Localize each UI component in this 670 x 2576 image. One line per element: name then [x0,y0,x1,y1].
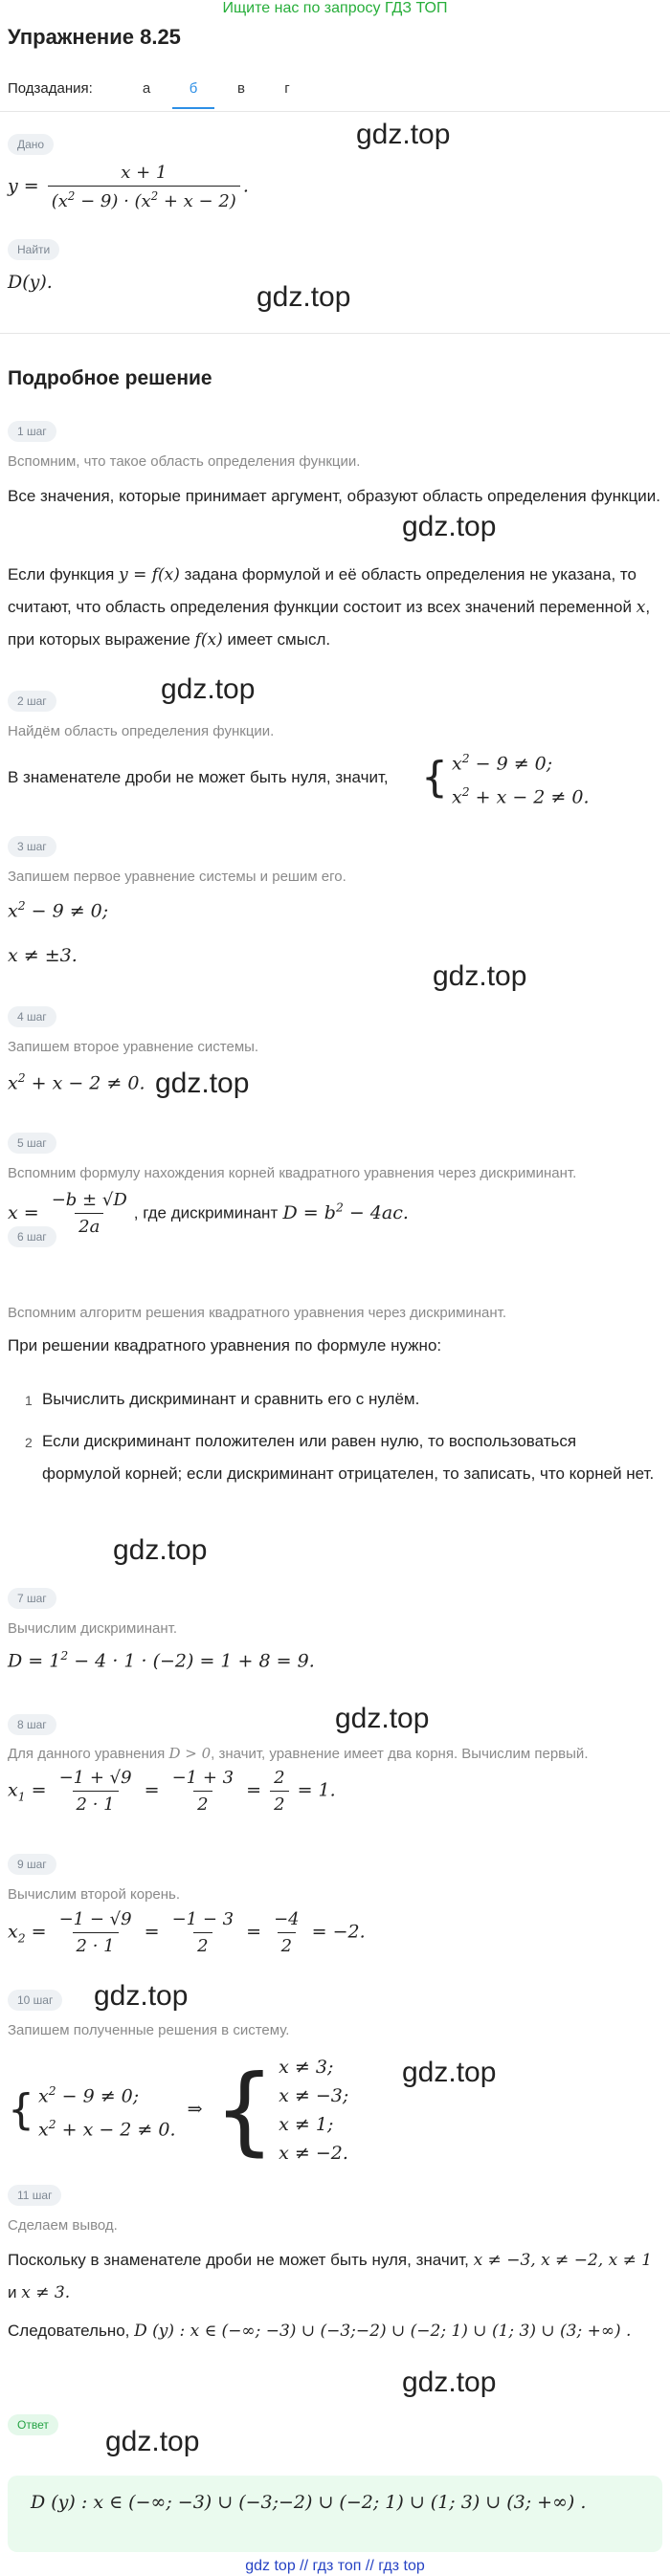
step-badge: 3 шаг [8,836,56,857]
tab-v[interactable]: в [237,80,245,97]
step-text: При решении квадратного уравнения по формуле нужно: [8,1336,442,1354]
footer-link[interactable]: гдз топ [312,2558,362,2574]
step-text: Все значения, которые принимает аргумент, образуют область определения функции. [8,487,660,505]
step-hint: Запишем второе уравнение системы. [8,1039,259,1055]
step-text: В знаменателе дроби не может быть нуля, значит, [8,768,389,786]
watermark: gdz.top [155,1068,250,1099]
promo-banner[interactable]: Ищите нас по запросу ГДЗ ТОП [222,0,448,16]
roots-formula: x = $\frac{-b \pm √D}{2a}$ , где дискриминант $D = b^2 - 4ac$. [8,1190,409,1237]
watermark: gdz.top [257,281,351,313]
footer-links [0,2558,670,2575]
footer-link[interactable]: gdz top [245,2558,296,2574]
answer-badge: Ответ [8,2414,58,2435]
find-expression: D(y). [8,272,53,293]
watermark: gdz.top [94,1980,189,2012]
watermark: gdz.top [335,1703,430,1734]
tab-b[interactable]: б [189,80,198,97]
page-title: Упражнение 8.25 [8,25,181,49]
step-badge: 6 шаг [8,1226,56,1247]
step-hint: Запишем первое уравнение системы и решим его. [8,869,346,885]
step-badge: 11 шаг [8,2185,61,2206]
list-number: 2 [25,1435,33,1450]
watermark: gdz.top [105,2426,200,2457]
watermark: gdz.top [161,673,256,705]
solution-system: { $x^2 - 9 \ne 0$; $x^2 + x - 2 \ne 0$. ⇒ { x ≠ 3; x ≠ −3; x ≠ 1; x ≠ −2. [8,2054,349,2166]
watermark: gdz.top [402,2367,497,2398]
step-badge: 5 шаг [8,1133,56,1154]
denominator-system: { $x^2 - 9 \ne 0$; $x^2 + x - 2 \ne 0$. [421,752,590,808]
section-title: Подробное решение [8,367,212,389]
step-text: Если функция y = f(x) задана формулой и её область определения не указана, то считают, что область определения функции состоит из всех значений переменной x, при которых выражение f(x) имеет смысл. [8,565,651,650]
step-hint: Вспомним алгоритм решения квадратного уравнения через дискриминант. [8,1305,507,1321]
conclusion-text: Поскольку в знаменателе дроби не может быть нуля, значит, x ≠ −3, x ≠ −2, x ≠ 1 и x ≠ 3. [8,2251,653,2302]
equation: $x^2 + x - 2 \ne 0$. [8,1071,145,1094]
step-badge: 7 шаг [8,1588,56,1609]
step-hint: Вычислим дискриминант. [8,1620,177,1637]
step-hint: Сделаем вывод. [8,2217,118,2234]
second-root: $x_2$ = $\frac{-1 - √9}{2 \cdot 1}$ = $\frac{-1 - 3}{2}$ = $\frac{-4}{2}$ = −2. [8,1909,366,1956]
divider [0,333,670,334]
find-badge: Найти [8,239,59,260]
step-hint: Найдём область определения функции. [8,723,275,739]
answer-box [8,2476,662,2552]
step-hint: Для данного уравнения D > 0, значит, уравнение имеет два корня. Вычислим первый. [8,1745,589,1762]
equation: $x^2 - 9 \ne 0$; [8,899,109,922]
step-hint: Вспомним, что такое область определения функции. [8,453,361,470]
watermark: gdz.top [402,2057,497,2088]
step-badge: 4 шаг [8,1006,56,1027]
step-badge: 9 шаг [8,1854,56,1875]
equation: x ≠ ±3. [8,945,78,966]
active-tab-indicator [172,107,214,109]
footer-link[interactable]: гдз top [378,2558,425,2574]
step-hint: Вспомним формулу нахождения корней квадратного уравнения через дискриминант. [8,1165,577,1181]
watermark: gdz.top [402,511,497,542]
given-badge: Дано [8,134,54,155]
list-number: 1 [25,1393,33,1408]
conclusion-text: Следовательно, D (y) : x ∈ (−∞; −3) ∪ (−3;−2) ∪ (−2; 1) ∪ (1; 3) ∪ (3; +∞) . [8,2322,632,2341]
step-badge: 1 шаг [8,421,56,442]
footer-separator: // [300,2558,309,2574]
watermark: gdz.top [433,960,527,992]
step-badge: 8 шаг [8,1714,56,1735]
subtasks-label: Подзадания: [8,80,93,97]
tab-g[interactable]: г [284,80,290,97]
list-item: Если дискриминант положителен или равен нулю, то воспользоваться формулой корней; если дискриминант отрицателен, то записать, что корней нет. [42,1432,655,1483]
divider [0,111,670,112]
watermark: gdz.top [356,119,451,150]
step-badge: 2 шаг [8,691,56,712]
step-hint: Вычислим второй корень. [8,1886,181,1903]
discriminant: $D = 1^2 - 4 \cdot 1 \cdot (-2) = 1 + 8 = 9$. [8,1649,315,1672]
footer-separator: // [365,2558,374,2574]
step-badge: 10 шаг [8,1990,62,2011]
first-root: $x_1$ = $\frac{-1 + √9}{2 \cdot 1}$ = $\frac{-1 + 3}{2}$ = $\frac{2}{2}$ = 1. [8,1768,336,1815]
step-hint: Запишем полученные решения в систему. [8,2022,290,2038]
answer-text: D (y) : x ∈ (−∞; −3) ∪ (−3;−2) ∪ (−2; 1) ∪ (1; 3) ∪ (3; +∞) . [31,2492,587,2513]
tab-a[interactable]: а [142,80,151,97]
given-function: y = $\frac{x + 1}{(x^2 - 9) \cdot (x^2 + x - 2)}$ . [8,163,249,211]
watermark: gdz.top [113,1534,208,1566]
list-item: Вычислить дискриминант и сравнить его с нулём. [42,1390,420,1408]
